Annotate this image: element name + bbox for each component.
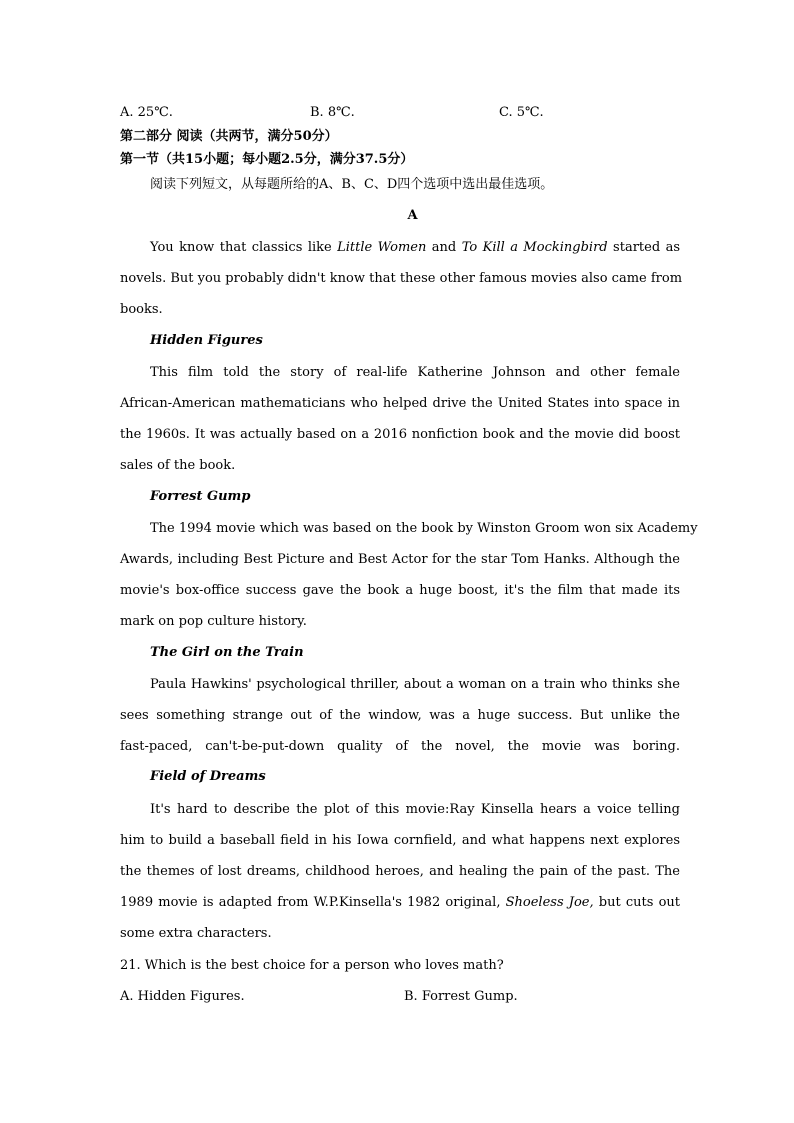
fg-line-4: mark on pop culture history.	[120, 614, 307, 629]
gt-line-2: sees something strange out of the window, was a huge success. But unlike the	[120, 708, 680, 723]
passage-label: A	[407, 208, 418, 223]
prev-option-c: C. 5℃.	[499, 105, 544, 120]
question-21-stem: 21. Which is the best choice for a person who loves math?	[120, 958, 504, 973]
hf-line-2: African-American mathematicians who helped drive the United States into space in	[120, 396, 680, 411]
hf-line-1: This film told the story of real-life Katherine Johnson and other female	[150, 365, 680, 380]
fd-line-2: him to build a baseball field in his Iowa cornfield, and what happens next explores	[120, 833, 680, 848]
fg-line-2: Awards, including Best Picture and Best Actor for the star Tom Hanks. Although the	[120, 552, 680, 567]
hf-line-4: sales of the book.	[120, 458, 236, 473]
fd-line-4: 1989 movie is adapted from W.P.Kinsella's 1982 original, Shoeless Joe, but cuts out	[120, 895, 680, 910]
fg-line-3: movie's box-office success gave the book a huge boost, it's the film that made its	[120, 583, 680, 598]
book-title-shoeless-joe: Shoeless Joe,	[505, 895, 594, 910]
intro-line-3: books.	[120, 302, 163, 317]
fd-line-1: It's hard to describe the plot of this movie:Ray Kinsella hears a voice telling	[150, 802, 680, 817]
title-girl-on-the-train: The Girl on the Train	[150, 645, 304, 660]
prev-option-a: A. 25℃.	[120, 105, 173, 120]
book-title-little-women: Little Women	[337, 240, 427, 255]
prev-option-b: B. 8℃.	[310, 105, 355, 120]
section-instruction: 阅读下列短文，从每题所给的A、B、C、D四个选项中选出最佳选项。	[150, 177, 554, 192]
question-21-option-a: A. Hidden Figures.	[120, 989, 245, 1004]
fg-line-1: The 1994 movie which was based on the book by Winston Groom won six Academy	[150, 521, 698, 536]
fd-line-3: the themes of lost dreams, childhood heroes, and healing the pain of the past. The	[120, 864, 680, 879]
gt-line-1: Paula Hawkins' psychological thriller, about a woman on a train who thinks she	[150, 677, 680, 692]
title-hidden-figures: Hidden Figures	[150, 333, 263, 348]
gt-line-3: fast-paced, can't-be-put-down quality of the novel, the movie was boring.	[120, 739, 680, 754]
title-field-of-dreams: Field of Dreams	[150, 769, 266, 784]
title-forrest-gump: Forrest Gump	[150, 489, 251, 504]
book-title-mockingbird: To Kill a Mockingbird	[461, 240, 608, 255]
section-sub-heading: 第一节（共15小题；每小题2.5分，满分37.5分）	[120, 152, 414, 167]
hf-line-3: the 1960s. It was actually based on a 2016 nonfiction book and the movie did boost	[120, 427, 680, 442]
section-part-heading: 第二部分 阅读（共两节，满分50分）	[120, 129, 338, 144]
intro-line-1: You know that classics like Little Women and To Kill a Mockingbird started as	[150, 240, 681, 255]
fd-line-5: some extra characters.	[120, 926, 272, 941]
intro-line-2: novels. But you probably didn't know that these other famous movies also came from	[120, 271, 683, 286]
question-21-option-b: B. Forrest Gump.	[404, 989, 518, 1004]
